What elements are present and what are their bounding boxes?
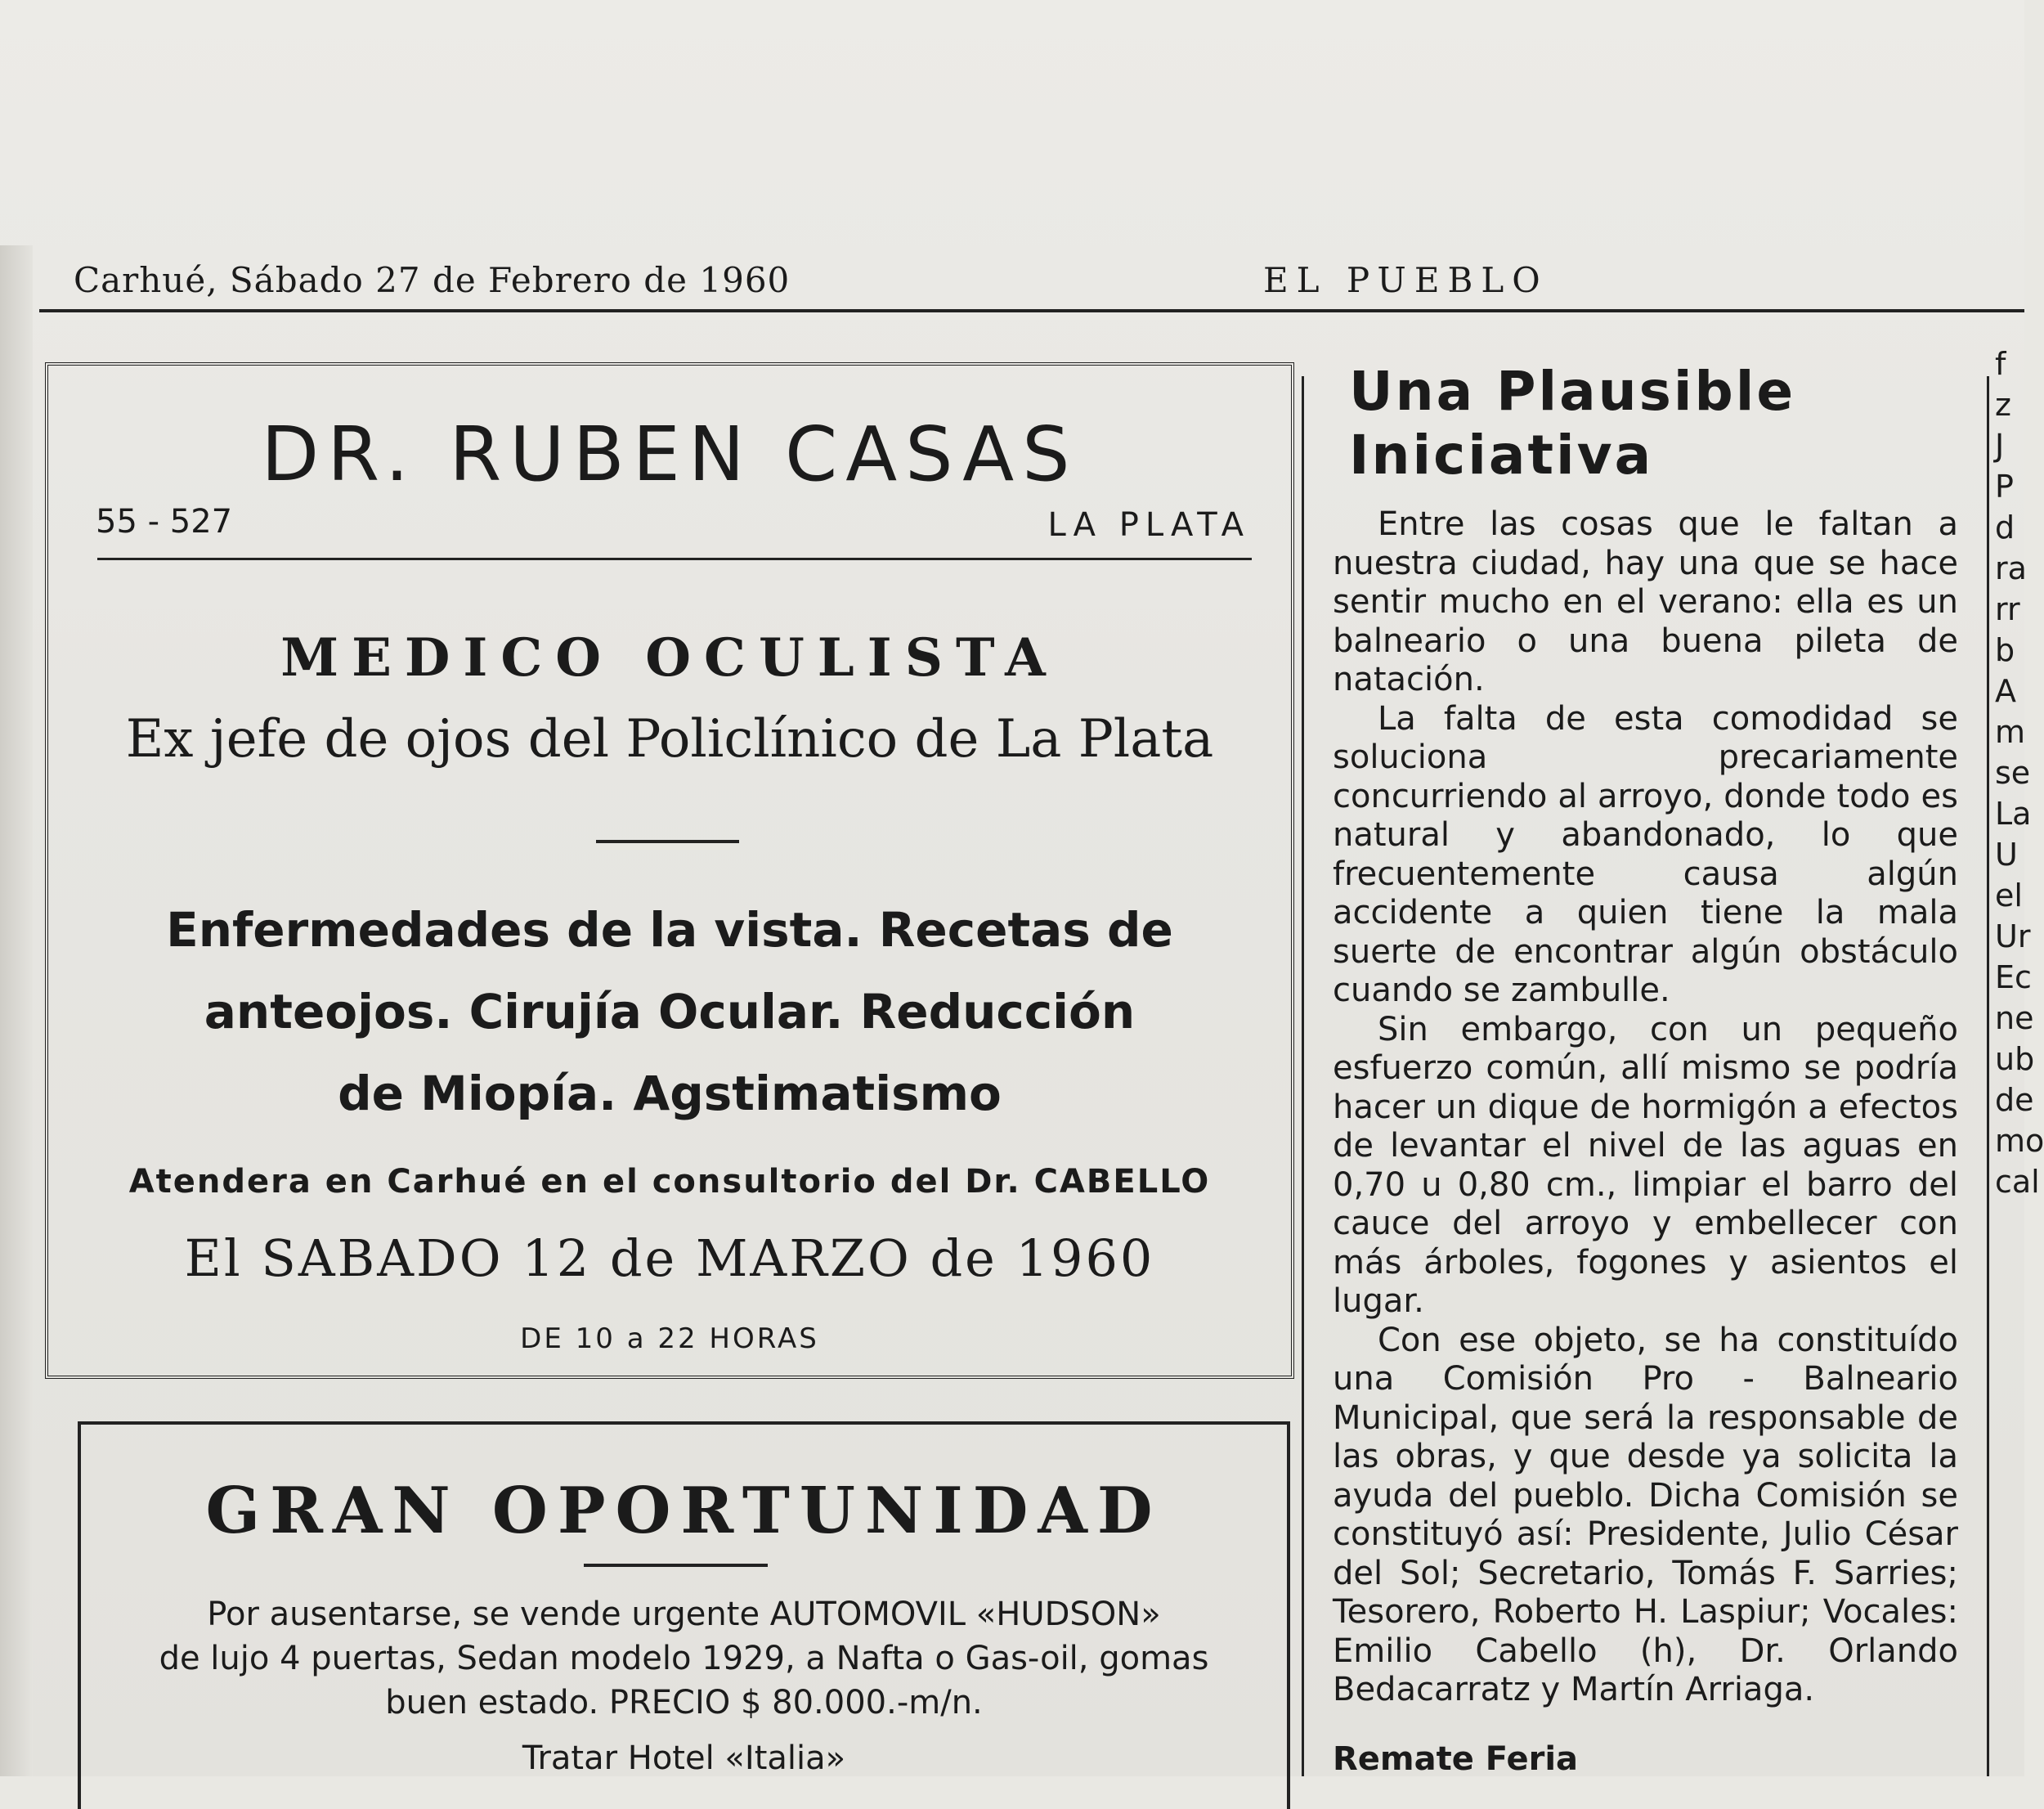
consult-hours: DE 10 a 22 HORAS: [520, 1322, 819, 1355]
cropped-fragment: d: [1995, 509, 2015, 545]
doctor-title: Ex jefe de ojos del Policlínico de La Plata: [125, 709, 1214, 770]
cropped-fragment: m: [1995, 714, 2026, 750]
car-advertisement: [78, 1421, 1290, 1809]
cropped-fragment: J: [1995, 428, 2005, 464]
article-headline: [1349, 360, 1856, 487]
cropped-fragment: ub: [1995, 1041, 2035, 1077]
article-paragraph: La falta de esta comodidad se soluciona precariamente concurriendo al arroyo, donde todo es natural y abandonado, lo que frecuentemente causa algún accidente a quien tiene la mala suerte de encontrar algún obstáculo cuando se zambulle.: [1333, 699, 1958, 1009]
column-separator-right: [1987, 376, 1989, 1776]
services-line: Enfermedades de la vista. Recetas de: [166, 902, 1173, 958]
cropped-fragment: Ec: [1995, 959, 2032, 995]
consult-date: El SABADO 12 de MARZO de 1960: [184, 1228, 1155, 1288]
newspaper-name: EL PUEBLO: [1263, 260, 1549, 300]
cropped-fragment: b: [1995, 632, 2015, 668]
doctor-phone: 55 - 527: [96, 503, 233, 541]
cropped-column: [1995, 343, 2044, 1776]
cropped-fragment: Ur: [1995, 918, 2031, 954]
car-ad-title: GRAN OPORTUNIDAD: [205, 1474, 1163, 1548]
article-paragraph: Con ese objeto, se ha constituído una Comisión Pro - Balneario Municipal, que será la responsable de las obras, y que desde ya solicita la ayuda del pueblo. Dicha Comisión se constituyó así: Presidente, Julio César del Sol; Secretario, Tomás F. Sarries; Tesorero, Roberto H. Laspiur; Vocales: Emilio Cabello (h), Dr. Orlando Bedacarratz y Martín Arriaga.: [1333, 1321, 1958, 1708]
doctor-advertisement: [45, 362, 1294, 1379]
cropped-fragment: el: [1995, 878, 2023, 913]
doctor-specialty: MEDICO OCULISTA: [280, 627, 1059, 689]
article-headline-line: Iniciativa: [1349, 424, 1654, 487]
services-line: de Miopía. Agstimatismo: [338, 1066, 1002, 1121]
article-paragraph: Sin embargo, con un pequeño esfuerzo común, allí mismo se podría hacer un dique de hormigón a efectos de levantar el nivel de las aguas en 0,70 u 0,80 cm., limpiar el barro del cauce del arroyo y embellecer con más árboles, fogones y asientos el lugar.: [1333, 1010, 1958, 1320]
cropped-fragment: se: [1995, 755, 2031, 791]
car-ad-line: Por ausentarse, se vende urgente AUTOMOVIL «HUDSON»: [207, 1596, 1161, 1633]
car-ad-body: [114, 1592, 1254, 1725]
cropped-fragment: P: [1995, 469, 2014, 505]
cropped-fragment: ne: [1995, 1000, 2034, 1036]
column-separator: [1302, 376, 1304, 1776]
car-ad-contact: Tratar Hotel «Italia»: [522, 1739, 846, 1777]
cropped-fragment: A: [1995, 673, 2016, 709]
car-ad-line: de lujo 4 puertas, Sedan modelo 1929, a Nafta o Gas-oil, gomas: [159, 1640, 1209, 1677]
name-underline: [97, 558, 1252, 560]
cropped-fragment: f: [1995, 346, 2006, 382]
ad-divider: [596, 840, 739, 843]
doctor-name: DR. RUBEN CASAS: [261, 411, 1078, 498]
car-ad-line: buen estado. PRECIO $ 80.000.-m/n.: [385, 1684, 983, 1721]
next-article-heading: Remate Feria: [1333, 1740, 1579, 1778]
cropped-fragment: U: [1995, 837, 2018, 873]
dateline: Carhué, Sábado 27 de Febrero de 1960: [74, 260, 791, 300]
cropped-fragment: de: [1995, 1082, 2034, 1118]
cropped-fragment: cal: [1995, 1164, 2040, 1200]
cropped-fragment: ra: [1995, 550, 2027, 586]
cropped-fragment: z: [1995, 387, 2011, 423]
cropped-fragment: rr: [1995, 591, 2020, 627]
cropped-fragment: mo: [1995, 1123, 2044, 1159]
doctor-city: LA PLATA: [1047, 506, 1250, 544]
page-fold-shadow: [0, 245, 33, 1776]
cropped-fragment: La: [1995, 796, 2032, 832]
services-line: anteojos. Cirujía Ocular. Reducción: [204, 984, 1136, 1039]
car-ad-divider: [584, 1564, 768, 1567]
article-paragraph: Entre las cosas que le faltan a nuestra ciudad, hay una que se hace sentir mucho en el verano: ella es un balneario o una buena pileta de natación.: [1333, 505, 1958, 698]
header-rule: [39, 309, 2024, 312]
services-list: [97, 889, 1242, 1134]
article-headline-line: Una Plausible: [1349, 360, 1796, 423]
consult-location: Atendera en Carhué en el consultorio del Dr. CABELLO: [128, 1163, 1211, 1201]
article-body: [1333, 505, 1958, 1710]
